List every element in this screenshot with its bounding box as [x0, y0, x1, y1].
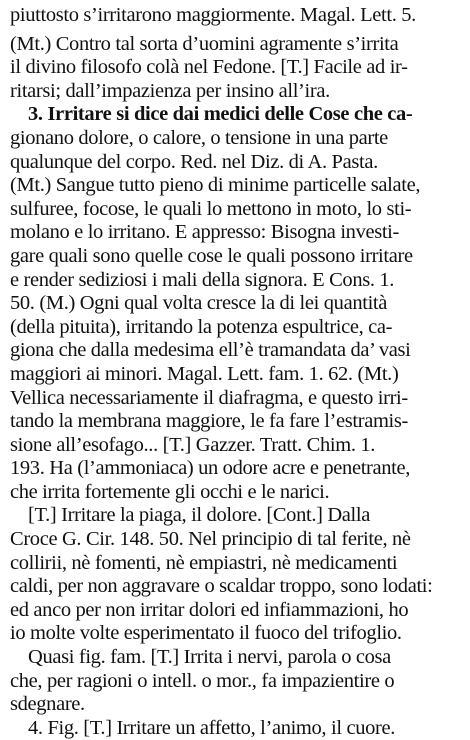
- line-29: che, per ragioni o intell. o mor., fa impazientire o: [10, 669, 395, 692]
- line-20: 193. Ha (l’ammoniaca) un odore acre e penetrante,: [10, 457, 411, 480]
- line-24: collirii, nè fomenti, nè empiastri, nè medicamenti: [10, 551, 398, 574]
- line-9: sulfuree, focose, le quali lo mettono in moto, lo sti-: [10, 197, 412, 220]
- line-19: sione all’esofago... [T.] Gazzer. Tratt. Chim. 1.: [10, 433, 376, 456]
- line-17: Vellica necessariamente il diafragma, e questo irri-: [10, 386, 408, 409]
- line-11: gare quali sono quelle cose le quali possono irritare: [10, 244, 413, 267]
- line-25: caldi, per non aggravare o scaldar troppo, sono lodati:: [10, 575, 433, 598]
- line-21: che irrita fortemente gli occhi e le narici.: [10, 480, 330, 503]
- line-7: qualunque del corpo. Red. nel Diz. di A. Pasta.: [10, 150, 378, 173]
- subsense-quasi-fig: Quasi fig. fam. [T.] Irrita i nervi, parola o cosa: [28, 646, 391, 669]
- subsense-irritare-la-piaga: [T.] Irritare la piaga, il dolore. [Cont.] Dalla: [28, 504, 370, 527]
- line-27: io molte volte esperimentato il fuoco del trifoglio.: [10, 622, 402, 645]
- line-13: 50. (M.) Ogni qual volta cresce la di lei quantità: [10, 292, 388, 315]
- line-26: ed anco per non irritar dolori ed infiammazioni, ho: [10, 598, 409, 621]
- sense-4-heading: 4. Fig. [T.] Irritare un affetto, l’animo, il cuore.: [28, 716, 395, 739]
- line-6: gionano dolore, o calore, o tensione in una parte: [10, 126, 388, 149]
- line-23: Croce G. Cir. 148. 50. Nel principio di tal ferite, nè: [10, 528, 411, 551]
- line-2: (Mt.) Contro tal sorta d’uomini agramente s’irrita: [10, 32, 399, 55]
- sense-3-heading: 3. Irritare si dice dai medici delle Cose che ca-: [28, 103, 413, 126]
- line-12: e render sediziosi i mali della signora. E Cons. 1.: [10, 268, 395, 291]
- line-3: il divino filosofo colà nel Fedone. [T.] Facile ad ir-: [10, 56, 408, 79]
- line-1: piuttosto s’irritarono maggiormente. Magal. Lett. 5.: [10, 4, 416, 26]
- line-18: tando la membrana maggiore, le fa fare l’estramis-: [10, 410, 409, 433]
- line-15: giona che dalla medesima ell’è tramandata da’ vasi: [10, 339, 411, 362]
- line-16: maggiori ai minori. Magal. Lett. fam. 1. 62. (Mt.): [10, 362, 399, 385]
- line-4: ritarsi; dall’impazienza per insino all’ira.: [10, 79, 330, 102]
- line-8: (Mt.) Sangue tutto pieno di minime particelle salate,: [10, 174, 421, 197]
- line-10: molano e lo irritano. E appresso: Bisogna investi-: [10, 221, 400, 244]
- line-14: (della pituita), irritando la potenza espultrice, ca-: [10, 315, 393, 338]
- line-30: sdegnare.: [10, 693, 85, 716]
